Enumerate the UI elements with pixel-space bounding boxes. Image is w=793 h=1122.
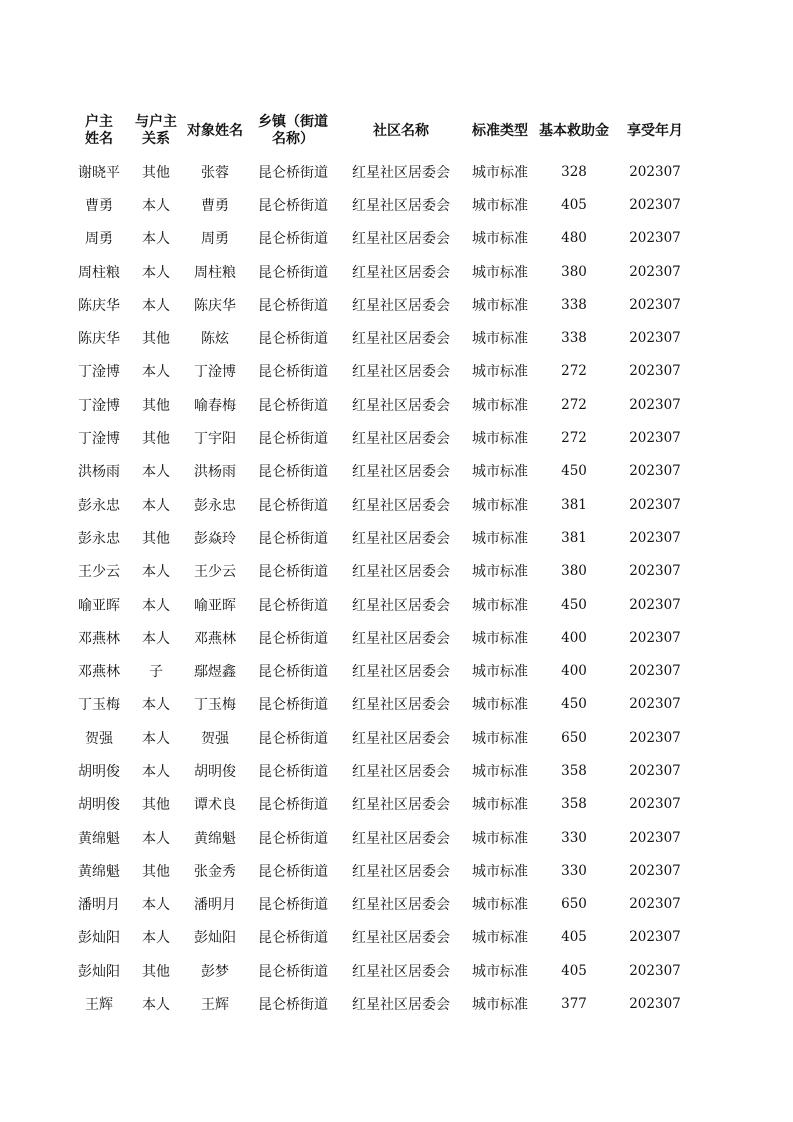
cell-standard-type: 城市标准 <box>472 697 528 714</box>
cell-relation: 其他 <box>142 797 170 814</box>
cell-community: 红星社区居委会 <box>352 997 450 1014</box>
cell-basic-aid: 381 <box>561 529 587 546</box>
cell-recipient-name: 周勇 <box>201 231 229 248</box>
cell-relation: 其他 <box>142 530 170 547</box>
cell-household-head: 邓燕林 <box>78 664 120 681</box>
cell-basic-aid: 272 <box>561 363 587 380</box>
table-row <box>68 222 698 255</box>
cell-basic-aid: 650 <box>561 729 587 746</box>
cell-community: 红星社区居委会 <box>352 763 450 780</box>
cell-relation: 其他 <box>142 331 170 348</box>
header-community <box>338 107 464 155</box>
cell-street: 昆仑桥街道 <box>258 530 328 547</box>
cell-basic-aid: 328 <box>561 163 587 180</box>
cell-period: 202307 <box>629 463 681 480</box>
table-row <box>68 355 698 388</box>
cell-recipient-name: 王少云 <box>194 564 236 581</box>
cell-street: 昆仑桥街道 <box>258 664 328 681</box>
cell-household-head: 胡明俊 <box>78 797 120 814</box>
cell-community: 红星社区居委会 <box>352 730 450 747</box>
cell-basic-aid: 405 <box>561 196 587 213</box>
cell-street: 昆仑桥街道 <box>258 397 328 414</box>
cell-basic-aid: 380 <box>561 563 587 580</box>
cell-relation: 本人 <box>142 997 170 1014</box>
cell-household-head: 邓燕林 <box>78 630 120 647</box>
cell-household-head: 王辉 <box>85 997 113 1014</box>
header-standard-type <box>464 107 536 155</box>
cell-recipient-name: 洪杨雨 <box>194 464 236 481</box>
cell-relation: 本人 <box>142 197 170 214</box>
header-relation <box>130 107 182 155</box>
cell-community: 红星社区居委会 <box>352 697 450 714</box>
cell-relation: 本人 <box>142 730 170 747</box>
header-basic-aid <box>536 107 612 155</box>
cell-relation: 本人 <box>142 630 170 647</box>
cell-standard-type: 城市标准 <box>472 930 528 947</box>
cell-relation: 本人 <box>142 930 170 947</box>
cell-basic-aid: 330 <box>561 829 587 846</box>
cell-standard-type: 城市标准 <box>472 730 528 747</box>
cell-street: 昆仑桥街道 <box>258 630 328 647</box>
header-line: 姓名 <box>85 131 113 147</box>
cell-standard-type: 城市标准 <box>472 863 528 880</box>
cell-basic-aid: 358 <box>561 796 587 813</box>
cell-recipient-name: 喻春梅 <box>194 397 236 414</box>
table-row <box>68 888 698 921</box>
cell-household-head: 胡明俊 <box>78 763 120 780</box>
table-row <box>68 488 698 521</box>
cell-street: 昆仑桥街道 <box>258 797 328 814</box>
cell-relation: 其他 <box>142 863 170 880</box>
cell-basic-aid: 358 <box>561 762 587 779</box>
cell-basic-aid: 272 <box>561 430 587 447</box>
cell-recipient-name: 陈炫 <box>201 331 229 348</box>
cell-relation: 本人 <box>142 597 170 614</box>
cell-standard-type: 城市标准 <box>472 597 528 614</box>
cell-period: 202307 <box>629 529 681 546</box>
cell-basic-aid: 400 <box>561 629 587 646</box>
cell-recipient-name: 黄绵魁 <box>194 830 236 847</box>
cell-relation: 其他 <box>142 164 170 181</box>
table-row <box>68 521 698 554</box>
cell-period: 202307 <box>629 729 681 746</box>
cell-standard-type: 城市标准 <box>472 564 528 581</box>
cell-standard-type: 城市标准 <box>472 164 528 181</box>
cell-standard-type: 城市标准 <box>472 231 528 248</box>
cell-standard-type: 城市标准 <box>472 264 528 281</box>
cell-community: 红星社区居委会 <box>352 331 450 348</box>
cell-household-head: 陈庆华 <box>78 331 120 348</box>
table-row <box>68 821 698 854</box>
cell-standard-type: 城市标准 <box>472 963 528 980</box>
cell-household-head: 彭永忠 <box>78 497 120 514</box>
cell-period: 202307 <box>629 263 681 280</box>
cell-recipient-name: 丁宇阳 <box>194 431 236 448</box>
cell-relation: 本人 <box>142 464 170 481</box>
cell-recipient-name: 谭术良 <box>194 797 236 814</box>
cell-household-head: 洪杨雨 <box>78 464 120 481</box>
cell-household-head: 周柱粮 <box>78 264 120 281</box>
cell-community: 红星社区居委会 <box>352 197 450 214</box>
table-row <box>68 721 698 754</box>
header-period <box>612 107 698 155</box>
cell-basic-aid: 381 <box>561 496 587 513</box>
cell-recipient-name: 胡明俊 <box>194 763 236 780</box>
cell-basic-aid: 338 <box>561 330 587 347</box>
cell-community: 红星社区居委会 <box>352 797 450 814</box>
header-line: 基本救助金 <box>539 122 609 139</box>
cell-standard-type: 城市标准 <box>472 763 528 780</box>
cell-period: 202307 <box>629 629 681 646</box>
cell-period: 202307 <box>629 796 681 813</box>
cell-recipient-name: 彭灿阳 <box>194 930 236 947</box>
cell-household-head: 丁淦博 <box>78 364 120 381</box>
cell-household-head: 彭永忠 <box>78 530 120 547</box>
cell-period: 202307 <box>629 430 681 447</box>
cell-period: 202307 <box>629 896 681 913</box>
cell-street: 昆仑桥街道 <box>258 897 328 914</box>
cell-street: 昆仑桥街道 <box>258 963 328 980</box>
cell-relation: 本人 <box>142 564 170 581</box>
cell-community: 红星社区居委会 <box>352 164 450 181</box>
table-row <box>68 954 698 987</box>
cell-period: 202307 <box>629 363 681 380</box>
cell-street: 昆仑桥街道 <box>258 431 328 448</box>
cell-recipient-name: 丁玉梅 <box>194 697 236 714</box>
table-body <box>68 155 698 1021</box>
cell-recipient-name: 曹勇 <box>201 197 229 214</box>
cell-household-head: 喻亚晖 <box>78 597 120 614</box>
cell-street: 昆仑桥街道 <box>258 597 328 614</box>
cell-period: 202307 <box>629 563 681 580</box>
cell-street: 昆仑桥街道 <box>258 331 328 348</box>
header-row <box>68 107 698 155</box>
table-row <box>68 555 698 588</box>
header-line: 与户主 <box>135 114 177 130</box>
table-row <box>68 921 698 954</box>
cell-recipient-name: 丁淦博 <box>194 364 236 381</box>
cell-household-head: 黄绵魁 <box>78 830 120 847</box>
cell-basic-aid: 380 <box>561 263 587 280</box>
cell-street: 昆仑桥街道 <box>258 364 328 381</box>
cell-relation: 本人 <box>142 364 170 381</box>
cell-period: 202307 <box>629 196 681 213</box>
cell-period: 202307 <box>629 762 681 779</box>
cell-household-head: 陈庆华 <box>78 297 120 314</box>
cell-basic-aid: 405 <box>561 929 587 946</box>
cell-relation: 本人 <box>142 497 170 514</box>
cell-community: 红星社区居委会 <box>352 963 450 980</box>
cell-basic-aid: 450 <box>561 596 587 613</box>
cell-relation: 子 <box>149 664 163 681</box>
cell-community: 红星社区居委会 <box>352 930 450 947</box>
cell-standard-type: 城市标准 <box>472 630 528 647</box>
table-row <box>68 155 698 188</box>
cell-household-head: 潘明月 <box>78 897 120 914</box>
table-row <box>68 621 698 654</box>
table-row <box>68 688 698 721</box>
table-row <box>68 788 698 821</box>
cell-standard-type: 城市标准 <box>472 331 528 348</box>
header-street <box>248 107 338 155</box>
cell-household-head: 彭灿阳 <box>78 963 120 980</box>
cell-community: 红星社区居委会 <box>352 397 450 414</box>
cell-street: 昆仑桥街道 <box>258 564 328 581</box>
cell-recipient-name: 张金秀 <box>194 863 236 880</box>
cell-period: 202307 <box>629 862 681 879</box>
cell-standard-type: 城市标准 <box>472 497 528 514</box>
cell-household-head: 丁淦博 <box>78 431 120 448</box>
cell-period: 202307 <box>629 962 681 979</box>
cell-household-head: 彭灿阳 <box>78 930 120 947</box>
header-recipient-name <box>182 107 248 155</box>
cell-standard-type: 城市标准 <box>472 830 528 847</box>
cell-recipient-name: 鄢煜鑫 <box>194 664 236 681</box>
cell-period: 202307 <box>629 296 681 313</box>
cell-basic-aid: 338 <box>561 296 587 313</box>
cell-standard-type: 城市标准 <box>472 431 528 448</box>
cell-basic-aid: 405 <box>561 962 587 979</box>
cell-household-head: 曹勇 <box>85 197 113 214</box>
cell-community: 红星社区居委会 <box>352 497 450 514</box>
cell-period: 202307 <box>629 163 681 180</box>
cell-basic-aid: 272 <box>561 396 587 413</box>
cell-street: 昆仑桥街道 <box>258 997 328 1014</box>
cell-community: 红星社区居委会 <box>352 464 450 481</box>
cell-street: 昆仑桥街道 <box>258 730 328 747</box>
cell-street: 昆仑桥街道 <box>258 197 328 214</box>
cell-period: 202307 <box>629 230 681 247</box>
cell-community: 红星社区居委会 <box>352 597 450 614</box>
cell-street: 昆仑桥街道 <box>258 697 328 714</box>
table-row <box>68 421 698 454</box>
cell-household-head: 周勇 <box>85 231 113 248</box>
cell-community: 红星社区居委会 <box>352 431 450 448</box>
cell-relation: 本人 <box>142 897 170 914</box>
cell-recipient-name: 王辉 <box>201 997 229 1014</box>
cell-period: 202307 <box>629 496 681 513</box>
cell-household-head: 丁淦博 <box>78 397 120 414</box>
table-row <box>68 321 698 354</box>
cell-recipient-name: 彭永忠 <box>194 497 236 514</box>
cell-period: 202307 <box>629 596 681 613</box>
cell-street: 昆仑桥街道 <box>258 863 328 880</box>
header-line: 社区名称 <box>373 122 429 139</box>
table-row <box>68 854 698 887</box>
table-row <box>68 588 698 621</box>
cell-community: 红星社区居委会 <box>352 530 450 547</box>
cell-relation: 本人 <box>142 297 170 314</box>
cell-basic-aid: 450 <box>561 696 587 713</box>
cell-community: 红星社区居委会 <box>352 830 450 847</box>
cell-community: 红星社区居委会 <box>352 664 450 681</box>
cell-standard-type: 城市标准 <box>472 364 528 381</box>
relief-table <box>68 107 698 1021</box>
table-row <box>68 255 698 288</box>
cell-standard-type: 城市标准 <box>472 197 528 214</box>
cell-recipient-name: 彭梦 <box>201 963 229 980</box>
cell-household-head: 丁玉梅 <box>78 697 120 714</box>
cell-street: 昆仑桥街道 <box>258 464 328 481</box>
header-line: 名称） <box>272 131 314 147</box>
table-row <box>68 188 698 221</box>
cell-recipient-name: 彭焱玲 <box>194 530 236 547</box>
cell-street: 昆仑桥街道 <box>258 264 328 281</box>
cell-household-head: 谢晓平 <box>78 164 120 181</box>
header-line: 关系 <box>142 131 170 147</box>
cell-period: 202307 <box>629 696 681 713</box>
table-row <box>68 388 698 421</box>
header-line: 对象姓名 <box>187 122 243 139</box>
cell-recipient-name: 陈庆华 <box>194 297 236 314</box>
cell-community: 红星社区居委会 <box>352 863 450 880</box>
cell-recipient-name: 潘明月 <box>194 897 236 914</box>
cell-basic-aid: 650 <box>561 896 587 913</box>
cell-relation: 本人 <box>142 830 170 847</box>
cell-relation: 本人 <box>142 763 170 780</box>
cell-standard-type: 城市标准 <box>472 397 528 414</box>
table-row <box>68 288 698 321</box>
cell-street: 昆仑桥街道 <box>258 164 328 181</box>
cell-basic-aid: 400 <box>561 663 587 680</box>
cell-household-head: 贺强 <box>85 730 113 747</box>
header-line: 户主 <box>85 114 113 130</box>
table-row <box>68 987 698 1020</box>
cell-street: 昆仑桥街道 <box>258 231 328 248</box>
cell-standard-type: 城市标准 <box>472 797 528 814</box>
cell-period: 202307 <box>629 929 681 946</box>
cell-period: 202307 <box>629 996 681 1013</box>
cell-basic-aid: 450 <box>561 463 587 480</box>
table-row <box>68 455 698 488</box>
header-line: 享受年月 <box>627 122 683 139</box>
cell-recipient-name: 贺强 <box>201 730 229 747</box>
header-line: 乡镇（街道 <box>258 114 328 130</box>
cell-basic-aid: 480 <box>561 230 587 247</box>
cell-household-head: 王少云 <box>78 564 120 581</box>
cell-standard-type: 城市标准 <box>472 997 528 1014</box>
cell-relation: 本人 <box>142 231 170 248</box>
cell-standard-type: 城市标准 <box>472 897 528 914</box>
cell-community: 红星社区居委会 <box>352 364 450 381</box>
table-header <box>68 107 698 155</box>
cell-period: 202307 <box>629 330 681 347</box>
cell-basic-aid: 377 <box>561 996 587 1013</box>
cell-recipient-name: 邓燕林 <box>194 630 236 647</box>
cell-community: 红星社区居委会 <box>352 264 450 281</box>
cell-community: 红星社区居委会 <box>352 897 450 914</box>
cell-recipient-name: 张蓉 <box>201 164 229 181</box>
cell-basic-aid: 330 <box>561 862 587 879</box>
cell-relation: 本人 <box>142 697 170 714</box>
cell-standard-type: 城市标准 <box>472 530 528 547</box>
cell-community: 红星社区居委会 <box>352 564 450 581</box>
cell-period: 202307 <box>629 396 681 413</box>
cell-community: 红星社区居委会 <box>352 297 450 314</box>
cell-relation: 其他 <box>142 963 170 980</box>
cell-community: 红星社区居委会 <box>352 231 450 248</box>
cell-period: 202307 <box>629 663 681 680</box>
cell-street: 昆仑桥街道 <box>258 930 328 947</box>
cell-period: 202307 <box>629 829 681 846</box>
header-household-head <box>68 107 130 155</box>
cell-street: 昆仑桥街道 <box>258 830 328 847</box>
cell-relation: 其他 <box>142 431 170 448</box>
cell-recipient-name: 周柱粮 <box>194 264 236 281</box>
table-row <box>68 754 698 787</box>
cell-street: 昆仑桥街道 <box>258 497 328 514</box>
cell-community: 红星社区居委会 <box>352 630 450 647</box>
cell-street: 昆仑桥街道 <box>258 763 328 780</box>
cell-relation: 本人 <box>142 264 170 281</box>
cell-standard-type: 城市标准 <box>472 664 528 681</box>
header-line: 标准类型 <box>472 122 528 139</box>
cell-recipient-name: 喻亚晖 <box>194 597 236 614</box>
table-row <box>68 654 698 687</box>
cell-standard-type: 城市标准 <box>472 297 528 314</box>
cell-standard-type: 城市标准 <box>472 464 528 481</box>
cell-relation: 其他 <box>142 397 170 414</box>
cell-household-head: 黄绵魁 <box>78 863 120 880</box>
cell-street: 昆仑桥街道 <box>258 297 328 314</box>
